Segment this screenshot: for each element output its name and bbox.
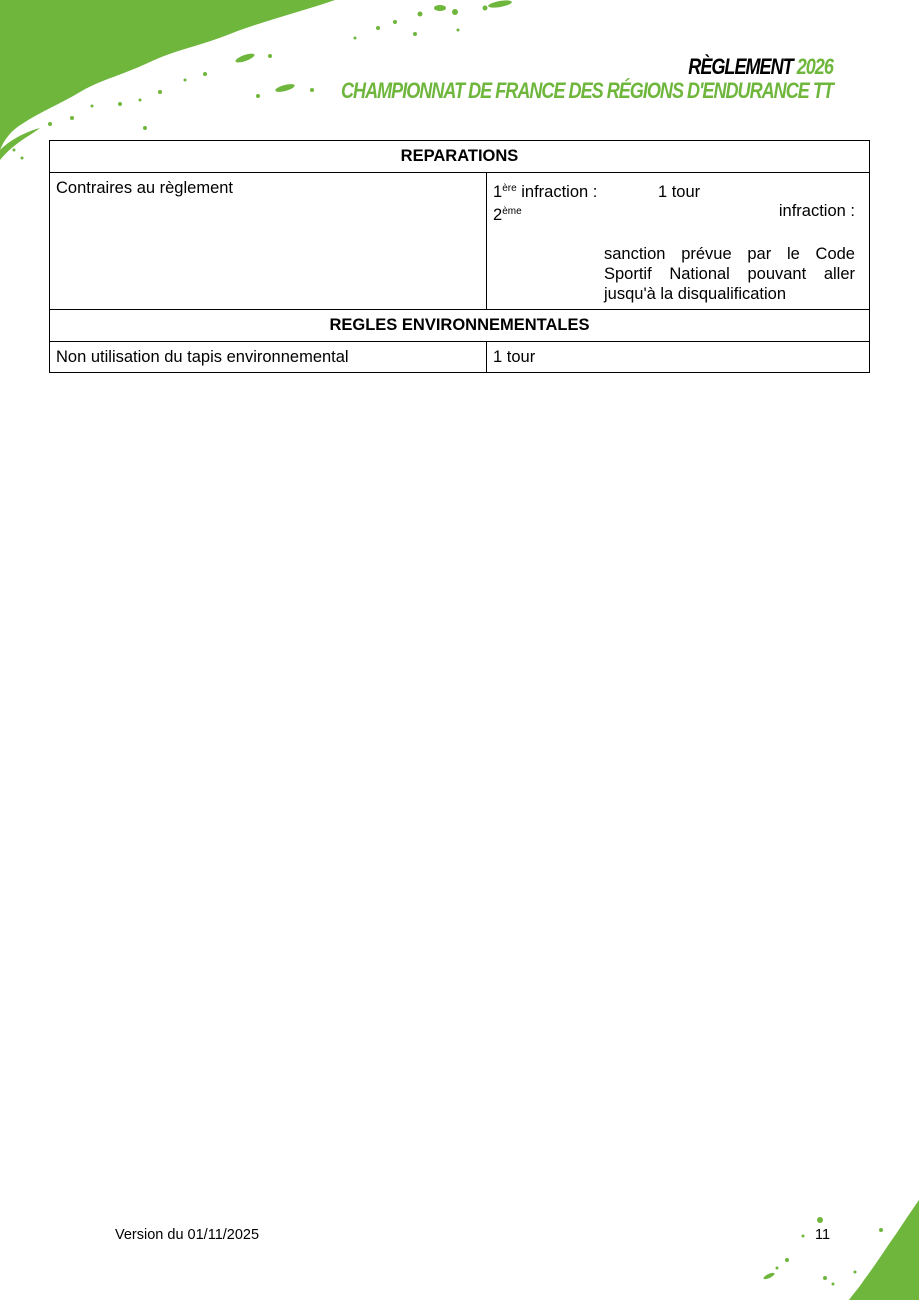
first-infraction-line: 1ère infraction : 1 tour	[493, 183, 701, 201]
section-header-environment: REGLES ENVIRONNEMENTALES	[50, 310, 870, 342]
first-infraction-penalty: 1 tour	[657, 183, 701, 201]
offense-cell: Contraires au règlement	[50, 173, 487, 310]
footer-version: Version du 01/11/2025	[115, 1227, 260, 1243]
section-row	[50, 141, 870, 173]
document-header	[233, 54, 833, 103]
page-number: 11	[815, 1227, 831, 1243]
title-word: RÈGLEMENT	[688, 54, 793, 79]
second-infraction-penalty: sanction prévue par le Code Sportif National pouvant aller jusqu'à la disqualification	[604, 245, 855, 303]
document-title	[341, 54, 833, 79]
section-header-reparations: REPARATIONS	[50, 141, 870, 173]
penalty-table	[49, 140, 870, 373]
table-row	[50, 342, 870, 373]
table-row	[50, 173, 870, 310]
title-year: 2026	[796, 54, 833, 79]
offense-cell: Non utilisation du tapis environnemental	[50, 342, 487, 373]
second-infraction-line: 2ème infraction :	[493, 202, 855, 224]
penalty-cell	[487, 173, 870, 310]
bottom-paint-splash-decoration	[749, 1200, 919, 1300]
section-row	[50, 310, 870, 342]
document-subtitle: CHAMPIONNAT DE FRANCE DES RÉGIONS D'ENDURANCE TT	[341, 78, 833, 103]
penalty-cell: 1 tour	[487, 342, 870, 373]
